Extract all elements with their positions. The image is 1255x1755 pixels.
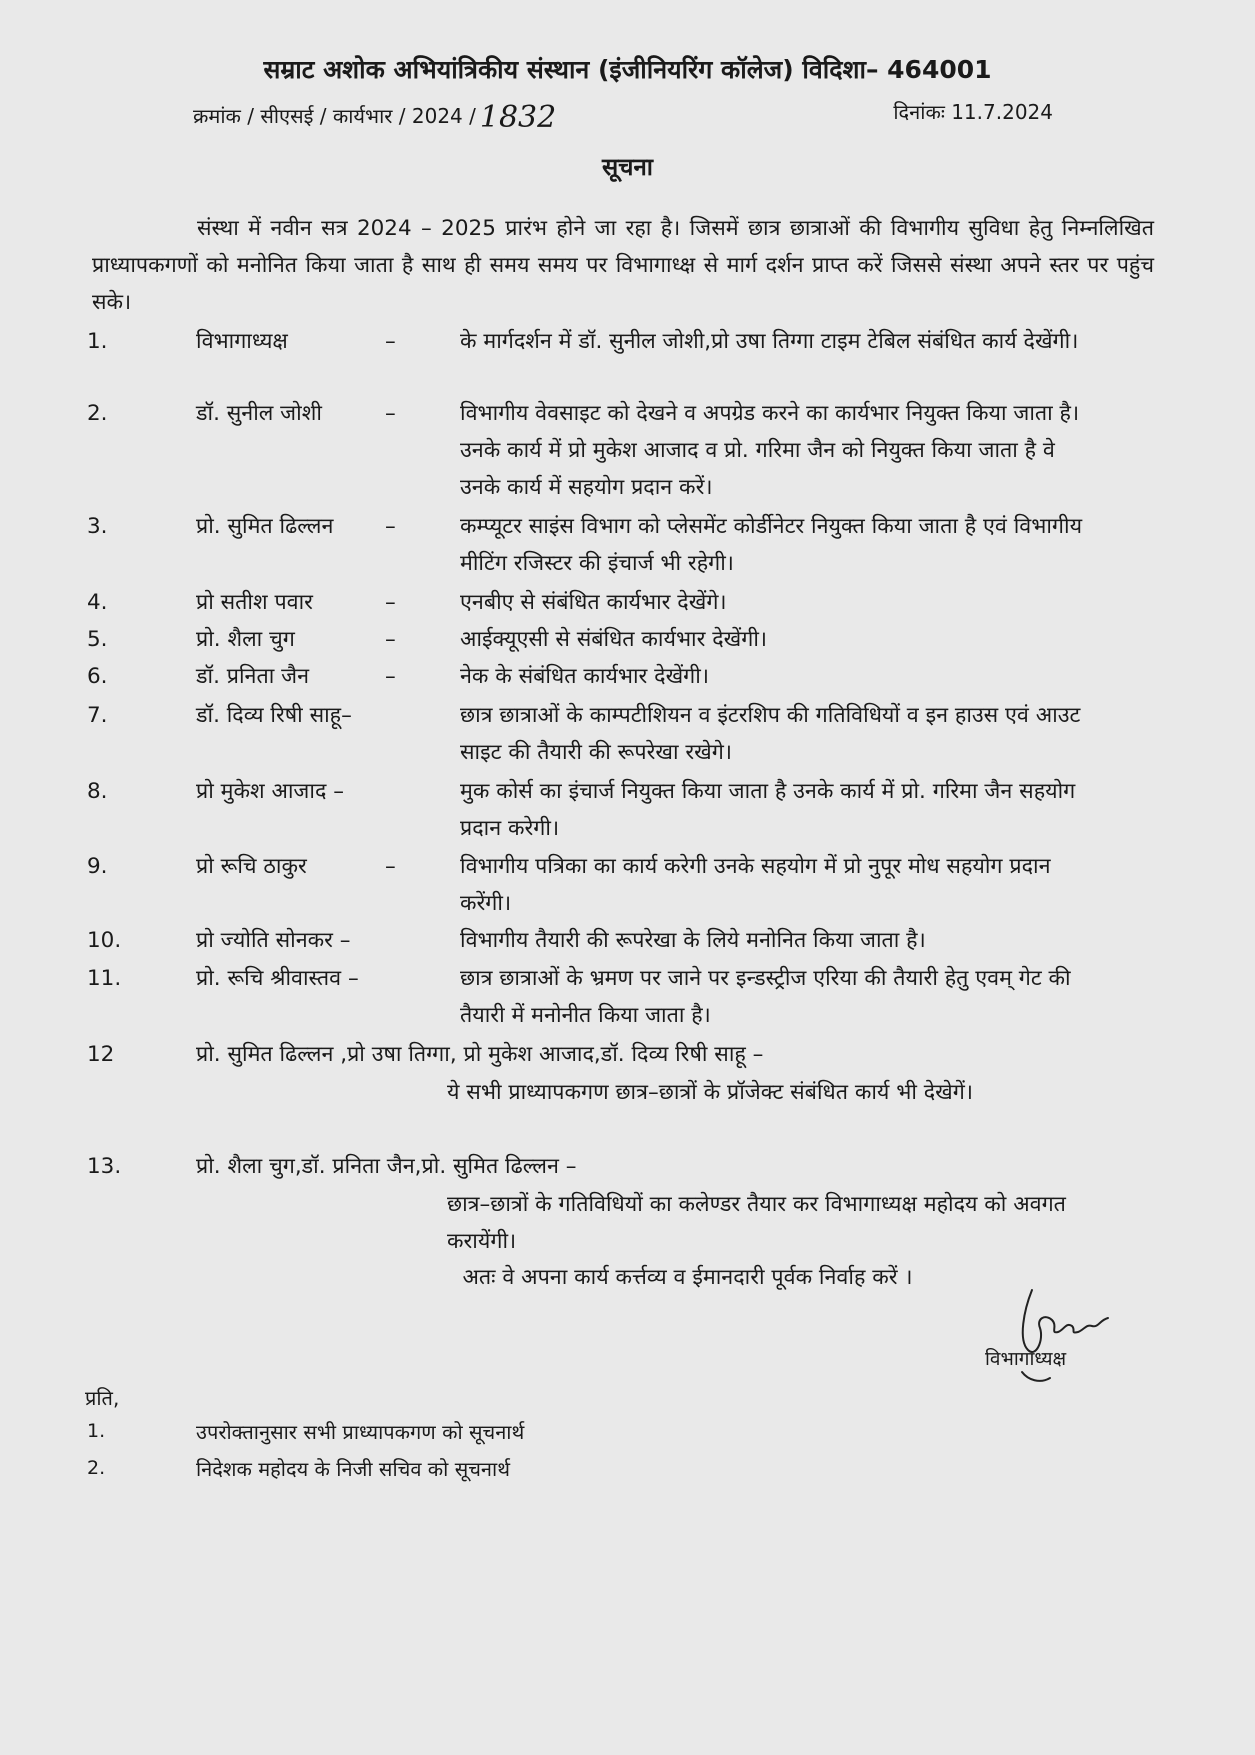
item-text: मुक कोर्स का इंचार्ज नियुक्त किया जाता है उनके कार्य में प्रो. गरिमा जैन सहयोग प्रदान करेगी। <box>460 779 1076 841</box>
intro-text: संस्था में नवीन सत्र 2024 – 2025 प्रारंभ होने जा रहा है। जिसमें छात्र छात्राओं की विभागीय सुविधा हेतु निम्नलिखित प्राध्यापकगणों को मनोनित किया जाता है साथ ही समय समय पर विभागाध्क्ष से मार्ग दर्शन प्राप्त करें जिससे संस्था अपने स्तर पर पहुंच सके। <box>92 216 1154 315</box>
item-number: 12 <box>87 1042 115 1067</box>
item-text: आईक्यूएसी से संबंधित कार्यभार देखेंगी। <box>460 627 768 652</box>
cc-item-number: 1. <box>87 1420 106 1442</box>
notice-date: दिनांकः 11.7.2024 <box>893 100 1053 124</box>
cc-item-text: उपरोक्तानुसार सभी प्राध्यापकगण को सूचनार्थ <box>196 1420 525 1444</box>
item-name: प्रो मुकेश आजाद – <box>196 779 344 804</box>
signature-icon <box>1010 1280 1120 1390</box>
item-dash: – <box>385 627 396 652</box>
item-number: 2. <box>87 401 108 426</box>
item-dash: – <box>385 401 396 426</box>
item-number: 6. <box>87 664 108 689</box>
item-names: प्रो. शैला चुग,डॉ. प्रनिता जैन,प्रो. सुमित ढिल्लन – <box>196 1154 577 1179</box>
intro-paragraph <box>92 210 1154 321</box>
cc-label: प्रति, <box>85 1386 120 1410</box>
item-text: के मार्गदर्शन में डॉ. सुनील जोशी,प्रो उषा तिग्गा टाइम टेबिल संबंधित कार्य देखेंगी। <box>460 329 1079 354</box>
item-number: 13. <box>87 1154 122 1179</box>
item-dash: – <box>385 329 396 354</box>
item-names: प्रो. सुमित ढिल्लन ,प्रो उषा तिग्गा, प्रो मुकेश आजाद,डॉ. दिव्य रिषी साहू – <box>196 1042 764 1067</box>
notice-heading: सूचना <box>602 153 653 181</box>
item-number: 5. <box>87 627 108 652</box>
item-text: एनबीए से संबंधित कार्यभार देखेंगे। <box>460 590 727 615</box>
item-text: विभागीय वेवसाइट को देखने व अपग्रेड करने का कार्यभार नियुक्त किया जाता है। उनके कार्य में प्रो मुकेश आजाद व प्रो. गरिमा जैन को नियुक्त किया जाता है वे उनके कार्य में सहयोग प्रदान करें। <box>460 401 1080 500</box>
item-number: 11. <box>87 966 122 991</box>
item-text: नेक के संबंधित कार्यभार देखेंगी। <box>460 664 710 689</box>
item-number: 3. <box>87 514 108 539</box>
item-name: प्रो ज्योति सोनकर – <box>196 928 351 953</box>
item-name: डॉ. सुनील जोशी <box>196 401 322 426</box>
item-name: डॉ. प्रनिता जैन <box>196 664 310 689</box>
item-name: प्रो. शैला चुग <box>196 627 295 652</box>
item-name: प्रो. रूचि श्रीवास्तव – <box>196 966 359 991</box>
reference-number <box>193 96 557 135</box>
item-name: प्रो रूचि ठाकुर <box>196 854 307 879</box>
item-number: 8. <box>87 779 108 804</box>
item-text: ये सभी प्राध्यापकगण छात्र–छात्रों के प्रॉजेक्ट संबंधित कार्य भी देखेगें। <box>447 1080 973 1105</box>
handwritten-number: 1832 <box>479 100 557 135</box>
item-text: छात्र छात्राओं के काम्पटीशियन व इंटरशिप की गतिविधियों व इन हाउस एवं आउट साइट की तैयारी की रूपरेखा रखेगे। <box>460 703 1081 765</box>
item-dash: – <box>385 514 396 539</box>
reference-prefix: क्रमांक / सीएसई / कार्यभार / 2024 / <box>193 104 476 128</box>
item-number: 9. <box>87 854 108 879</box>
item-name: डॉ. दिव्य रिषी साहू– <box>196 703 352 728</box>
item-dash: – <box>385 854 396 879</box>
item-name: प्रो सतीश पवार <box>196 590 313 615</box>
item-text: छात्र छात्राओं के भ्रमण पर जाने पर इन्डस्ट्रीज एरिया की तैयारी हेतु एवम् गेट की तैयारी में मनोनीत किया जाता है। <box>460 966 1071 1028</box>
item-dash: – <box>385 590 396 615</box>
item-text: कम्प्यूटर साइंस विभाग को प्लेसमेंट कोर्डीनेटर नियुक्त किया जाता है एवं विभागीय मीटिंग रजिस्टर की इंचार्ज भी रहेगी। <box>460 514 1083 576</box>
item-number: 7. <box>87 703 108 728</box>
closing-line: अतः वे अपना कार्य कर्त्तव्य व ईमानदारी पूर्वक निर्वाह करें । <box>462 1265 913 1290</box>
item-name: विभागाध्यक्ष <box>196 329 288 354</box>
item-text: छात्र–छात्रों के गतिविधियों का कलेण्डर तैयार कर विभागाध्यक्ष महोदय को अवगत करायेंगी। <box>447 1192 1066 1254</box>
item-number: 4. <box>87 590 108 615</box>
cc-item-text: निदेशक महोदय के निजी सचिव को सूचनार्थ <box>196 1457 510 1481</box>
signature-title: विभागाध्यक्ष <box>985 1348 1067 1370</box>
item-name: प्रो. सुमित ढिल्लन <box>196 514 334 539</box>
item-text: विभागीय पत्रिका का कार्य करेगी उनके सहयोग में प्रो नुपूर मोध सहयोग प्रदान करेंगी। <box>460 854 1051 916</box>
item-number: 10. <box>87 928 122 953</box>
item-text: विभागीय तैयारी की रूपरेखा के लिये मनोनित किया जाता है। <box>460 928 926 953</box>
cc-item-number: 2. <box>87 1457 106 1479</box>
item-dash: – <box>385 664 396 689</box>
item-number: 1. <box>87 329 108 354</box>
institute-title: सम्राट अशोक अभियांत्रिकीय संस्थान (इंजीनियरिंग कॉलेज) विदिशा– 464001 <box>263 55 992 84</box>
